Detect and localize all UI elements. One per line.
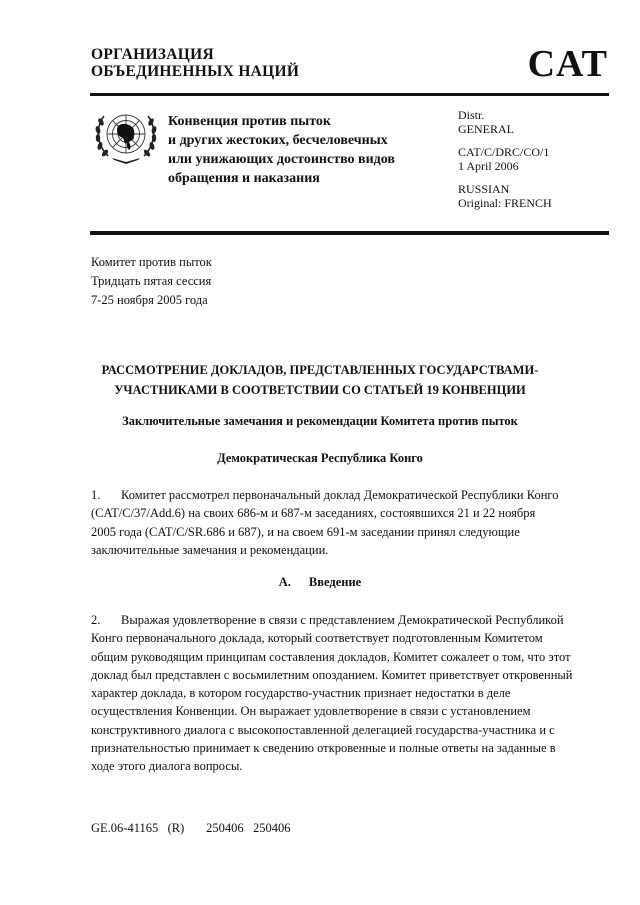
distr-label: Distr.: [458, 108, 485, 122]
distr-value: GENERAL: [458, 121, 514, 136]
paragraph-line: заключительные замечания и рекомендации.: [91, 542, 329, 557]
paragraph-line: 2005 года (CAT/C/SR.686 и 687), и на своем 691-м заседании принял следующие: [91, 524, 520, 539]
paragraph-line: осуществления Конвенции. Он выражает удовлетворение в связи с установлением: [91, 704, 531, 719]
document-language: RUSSIAN: [458, 182, 510, 196]
paragraph-number: 1.: [91, 488, 101, 502]
paragraph-line: доклад был представлен с восьмилетним опозданием. Комитет приветствует откровенный: [91, 667, 573, 682]
convention-title: [168, 112, 395, 188]
paragraph-line: конструктивного диалога с высокопоставленной делегацией государства-участника и с: [91, 722, 555, 737]
main-heading: [0, 360, 640, 400]
distribution-block: [458, 109, 552, 210]
organization-name-line-2: ОБЪЕДИНЕННЫХ НАЦИЙ: [91, 63, 300, 80]
paragraph-line: характер доклада, в котором государство-участник признает недостатки в деле: [91, 686, 511, 701]
paragraph-line: ходе этого диалога вопросы.: [91, 759, 243, 774]
paragraph-line: признательностью принимает к сведению откровенные и полные ответы на заданные в: [91, 741, 556, 756]
paragraph-line: Конго первоначального доклада, который соответствует подготовленным Комитетом: [91, 631, 543, 646]
document-code: CAT/C/DRC/CO/1: [458, 145, 550, 159]
organization-name: [91, 46, 299, 80]
header-rule-bottom: [90, 231, 609, 235]
convention-title-line-4: обращения и наказания: [168, 171, 320, 186]
paragraph-line: Комитет рассмотрел первоначальный доклад Демократической Республики Конго: [121, 488, 559, 502]
paragraph-number: 2.: [91, 613, 101, 627]
convention-title-line-2: и других жестоких, бесчеловечных: [168, 133, 388, 148]
document-date: 1 April 2006: [458, 158, 519, 173]
footer-job-number: GE.06-41165 (R) 250406 250406: [91, 821, 291, 835]
main-heading-line-2: УЧАСТНИКАМИ В СООТВЕТСТВИИ СО СТАТЬЕЙ 19 КОНВЕНЦИИ: [114, 383, 526, 397]
convention-title-line-1: Конвенция против пыток: [168, 114, 331, 129]
header-rule-top: [90, 93, 609, 96]
section-a-heading: [0, 575, 640, 590]
section-letter: A.: [278, 575, 291, 589]
section-title: Введение: [308, 575, 362, 589]
paragraph-line: (CAT/C/37/Add.6) на своих 686-м и 687-м заседаниях, состоявшихся 21 и 22 ноября: [91, 506, 536, 521]
main-heading-line-1: РАССМОТРЕНИЕ ДОКЛАДОВ, ПРЕДСТАВЛЕННЫХ ГОСУДАРСТВАМИ-: [101, 363, 539, 377]
session-number: Тридцать пятая сессия: [91, 274, 212, 288]
paragraph-2: [91, 611, 591, 776]
organization-name-line-1: ОРГАНИЗАЦИЯ: [91, 46, 214, 63]
paragraph-line: Выражая удовлетворение в связи с представлением Демократической Республикой: [121, 613, 564, 627]
paragraph-1: [91, 486, 591, 559]
document-symbol: CAT: [527, 43, 608, 85]
paragraph-line: общим руководящим принципам составления докладов, Комитет сожалеет о том, что этот: [91, 649, 571, 664]
original-language: Original: FRENCH: [458, 195, 552, 210]
session-dates: 7-25 ноября 2005 года: [91, 293, 208, 307]
convention-title-line-3: или унижающих достоинство видов: [168, 152, 395, 167]
committee-name: Комитет против пыток: [91, 255, 212, 269]
un-emblem-icon: [92, 104, 160, 166]
country-heading: Демократическая Республика Конго: [217, 451, 423, 465]
subtitle-heading: Заключительные замечания и рекомендации Комитета против пыток: [122, 414, 518, 428]
session-info: [91, 253, 212, 310]
